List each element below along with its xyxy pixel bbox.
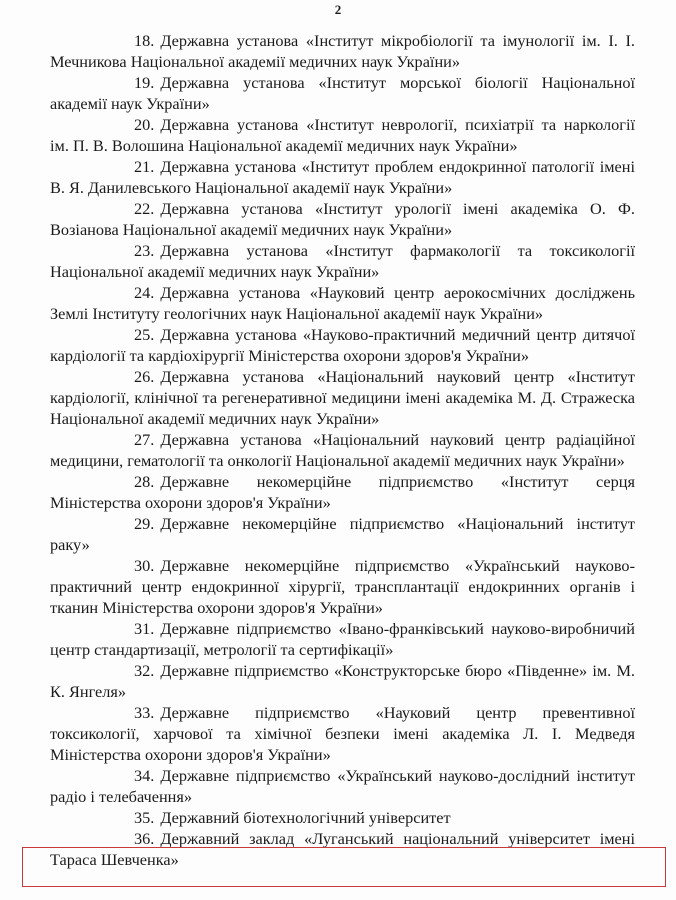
list-item xyxy=(50,198,635,240)
item-number: 26. xyxy=(134,367,155,386)
item-number: 22. xyxy=(134,199,155,218)
item-number: 35. xyxy=(134,808,155,827)
item-number: 23. xyxy=(134,241,155,260)
item-number: 24. xyxy=(134,283,155,302)
list-item xyxy=(50,366,635,429)
item-number: 27. xyxy=(134,430,155,449)
item-text: Державна установа «Інститут неврології, психіатрії та наркології ім. П. В. Волошина Національної академії медичних наук України» xyxy=(50,115,635,155)
item-number: 30. xyxy=(134,556,155,575)
list-item xyxy=(50,429,635,471)
list-item xyxy=(50,114,635,156)
item-text: Державне підприємство «Конструкторське бюро «Південне» ім. М. К. Янгеля» xyxy=(50,661,635,701)
list-item xyxy=(50,513,635,555)
page-number: 2 xyxy=(334,2,342,17)
item-number: 20. xyxy=(134,115,155,134)
item-text: Державна установа «Національний науковий центр «Інститут кардіології, клінічної та регенеративної медицини імені академіка М. Д. Стражеска Національної академії медичних наук України» xyxy=(50,367,635,428)
item-text: Державна установа «Інститут урології імені академіка О. Ф. Возіанова Національної академії медичних наук України» xyxy=(50,199,635,239)
item-number: 21. xyxy=(134,157,155,176)
list-item xyxy=(50,471,635,513)
item-number: 29. xyxy=(134,514,155,533)
list-item xyxy=(50,156,635,198)
institution-list xyxy=(50,30,635,870)
item-number: 34. xyxy=(134,766,155,785)
list-item xyxy=(50,618,635,660)
item-number: 31. xyxy=(134,619,155,638)
item-number: 33. xyxy=(134,703,155,722)
item-number: 28. xyxy=(134,472,155,491)
item-text: Державний заклад «Луганський національний університет імені Тараса Шевченка» xyxy=(50,829,635,869)
list-item xyxy=(50,555,635,618)
item-number: 19. xyxy=(134,73,155,92)
item-text: Державне некомерційне підприємство «Національний інститут раку» xyxy=(50,514,635,554)
item-number: 36. xyxy=(134,829,155,848)
item-text: Державне підприємство «Український науково-дослідний інститут радіо і телебачення» xyxy=(50,766,635,806)
item-text: Державна установа «Інститут мікробіології та імунології ім. І. І. Мечникова Національної академії медичних наук України» xyxy=(50,31,635,71)
item-text: Державне підприємство «Науковий центр превентивної токсикології, харчової та хімічної безпеки імені академіка Л. І. Медведя Міністерства охорони здоров'я України» xyxy=(50,703,635,764)
list-item xyxy=(50,30,635,72)
item-number: 25. xyxy=(134,325,155,344)
list-item xyxy=(50,807,635,828)
item-text: Державний біотехнологічний університет xyxy=(160,808,451,827)
item-text: Державне некомерційне підприємство «Український науково-практичний центр ендокринної хірургії, трансплантації ендокринних органів і тканин Міністерства охорони здоров'я України» xyxy=(50,556,635,617)
list-item-highlighted xyxy=(50,828,635,870)
list-item xyxy=(50,702,635,765)
list-item xyxy=(50,240,635,282)
item-text: Державна установа «Науково-практичний медичний центр дитячої кардіології та кардіохірургії Міністерства охорони здоров'я України» xyxy=(50,325,635,365)
item-text: Державна установа «Науковий центр аерокосмічних досліджень Землі Інституту геологічних наук Національної академії наук України» xyxy=(50,283,635,323)
list-item xyxy=(50,282,635,324)
item-number: 18. xyxy=(134,31,155,50)
item-text: Державна установа «Інститут фармакології та токсикології Національної академії медичних наук України» xyxy=(50,241,635,281)
list-item xyxy=(50,324,635,366)
item-text: Державне підприємство «Івано-франківський науково-виробничий центр стандартизації, метрології та сертифікації» xyxy=(50,619,635,659)
list-item xyxy=(50,72,635,114)
item-text: Державна установа «Інститут проблем ендокринної патології імені В. Я. Данилевського Національної академії наук України» xyxy=(50,157,635,197)
list-item xyxy=(50,765,635,807)
list-item xyxy=(50,660,635,702)
item-text: Державне некомерційне підприємство «Інститут серця Міністерства охорони здоров'я України» xyxy=(50,472,635,512)
item-text: Державна установа «Інститут морської біології Національної академії наук України» xyxy=(50,73,635,113)
item-number: 32. xyxy=(134,661,155,680)
item-text: Державна установа «Національний науковий центр радіаційної медицини, гематології та онкології Національної академії медичних наук України» xyxy=(50,430,635,470)
